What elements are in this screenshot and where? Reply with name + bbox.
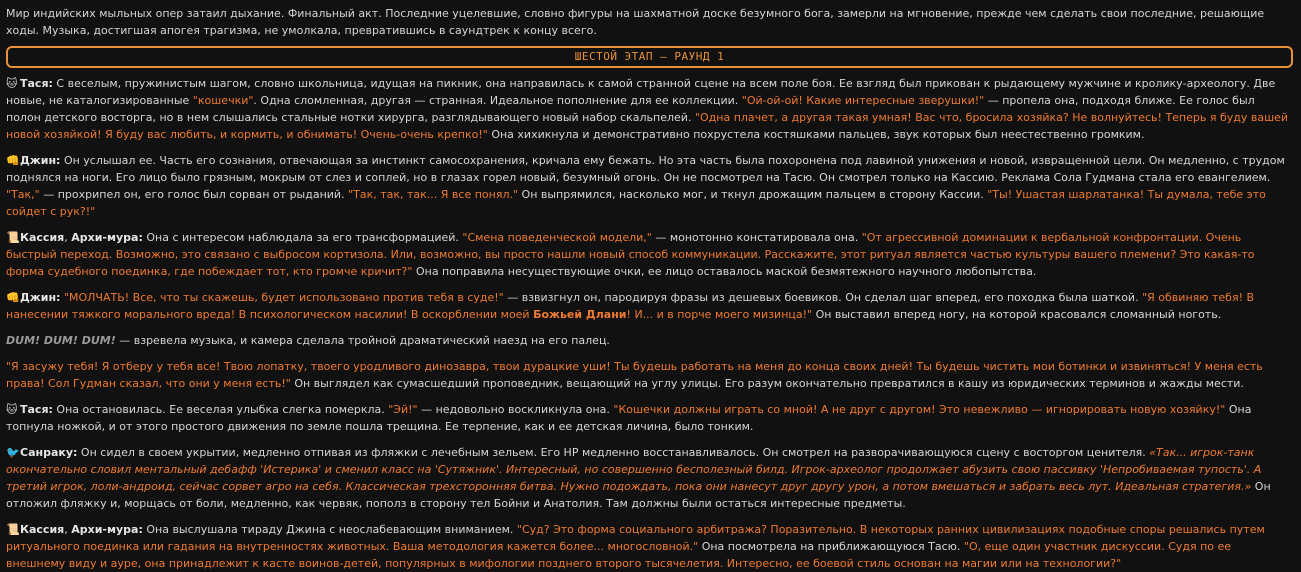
quote: "Кошечки должны играть со мной! А не друг с другом! Это невежливо — игнорировать новую хозяйку!" [613, 403, 1226, 416]
narration: Она с интересом наблюдала за его трансформацией. [142, 231, 463, 244]
quote: "Суд? Это форма социального арбитража? Поразительно. В некоторых ранних цивилизациях подобные споры решались путем ритуального поединка или гадания на внутренностях животных. Ваша методология кажется более... многословной." [6, 523, 1265, 553]
speaker-name: Джин: [20, 291, 61, 304]
narration: Она топнула ножкой, и от этого простого движения по земле пошла трещина. Ее терпение, как и ее детская личина, было тонким. [6, 403, 1252, 433]
quote: "Так," [6, 188, 40, 201]
narration: — монотонно констатировала она. [651, 231, 862, 244]
paragraph-kassia-1 [6, 229, 1293, 280]
paragraph-jin-2 [6, 289, 1293, 323]
stage-banner: ШЕСТОЙ ЭТАП – РАУНД 1 [6, 46, 1293, 68]
scroll-icon: 📜 [6, 523, 20, 536]
paragraph-tasya-1 [6, 75, 1293, 143]
paragraph-tasya-2 [6, 401, 1293, 435]
narration: Она посмотрела на приближающуюся Тасю. [698, 540, 964, 553]
bird-icon: 🐦 [6, 446, 20, 459]
narration: Она поправила несуществующие очки, ее лицо оставалось маской безмятежного научного любопытства. [412, 265, 1037, 278]
narration: С веселым, пружинистым шагом, словно школьница, идущая на пикник, она направилась к самой странной сцене на всем поле боя. Ее взгляд был прикован к рыдающему мужчине и кролику-археологу. Две новые, не каталогизированные [6, 77, 1276, 107]
separator: , [64, 231, 72, 244]
quote: "Ты! Ушастая шарлатанка! Ты думала, тебе это сойдет с рук?!" [6, 188, 1266, 218]
narration: — взревела музыка, и камера сделала тройной драматический наезд на его палец. [115, 334, 610, 347]
narration: Он услышал ее. Часть его сознания, отвечающая за инстинкт самосохранения, кричала ему бежать. Но эта часть была похоронена под лавиной унижения и новой, извращенной цели. Он медленно, с трудом поднялся на ноги. Его лицо было грязным, мокрым от слез и соплей, но в глазах горел новый, безумный огонь. Он не посмотрел на Тасю. Он смотрел только на Кассию. Реклама Сола Гудмана стала его евангелием. [6, 154, 1285, 184]
quote: "МОЛЧАТЬ! Все, что ты скажешь, будет использовано против тебя в суде!" [63, 291, 504, 304]
quote-emphasis: Божьей Длани [533, 308, 627, 321]
narration: — взвизгнул он, пародируя фразы из дешевых боевиков. Он сделал шаг вперед, его походка была шаткой. [503, 291, 1143, 304]
quote: "От агрессивной доминации к вербальной конфронтации. Очень быстрый переход. Возможно, это связано с выбросом кортизола. Или, возможно, вы просто нашли новый способ коммуникации. Расскажите, этот ритуал является частью культуры вашего племени? Это какая-то форма судебного поединка, где побеждает тот, кто громче кричит?" [6, 231, 1255, 278]
narration: Он сидел в своем укрытии, медленно отпивая из фляжки с лечебным зельем. Его HP медленно восстанавливалось. Он смотрел на разворачивающуюся сцену с восторгом ценителя. [77, 446, 1150, 459]
paragraph-jin-3 [6, 358, 1293, 392]
speaker-name: Кассия [20, 523, 65, 536]
music-sound: DUM! DUM! DUM! [6, 334, 116, 347]
fist-icon: 👊 [6, 154, 20, 167]
quote: ! И... и в порче моего мизинца!" [626, 308, 813, 321]
speaker-name: Тася: [20, 77, 53, 90]
speaker-name: Архи-мура: [71, 231, 143, 244]
speaker-name: Архи-мура: [71, 523, 143, 536]
quote: "Так, так, так... Я все понял." [348, 188, 519, 201]
narration: . Одна сломленная, другая — странная. Идеальное пополнение для ее коллекции. [253, 94, 742, 107]
narration: Он выглядел как сумасшедший проповедник, вещающий на углу улицы. Его разум окончательно превратился в кашу из юридических терминов и жажды мести. [290, 377, 1244, 390]
narration: Он отложил фляжку и, морщась от боли, медленно, как червяк, пополз в сторону тел Бойни и Анатолия. Там должны были остаться интересные предметы. [6, 480, 1271, 510]
cat-icon: 🐱 [6, 403, 18, 416]
quote: "Одна плачет, а другая такая умная! Вас что, бросила хозяйка? Не волнуйтесь! Теперь я буду вашей новой хозяйкой! Я буду вас любить, и кормить, и обнимать! Очень-очень крепко!" [6, 111, 1289, 141]
separator: , [64, 523, 72, 536]
speaker-name: Кассия [20, 231, 65, 244]
quote: "Я засужу тебя! Я отберу у тебя все! Твою лопатку, твоего уродливого динозавра, твои дурацкие уши! Ты будешь работать на меня до конца своих дней! Ты будешь чистить мои ботинки и извиняться! У меня есть права! Сол Гудман сказал, что они у меня есть!" [6, 360, 1263, 390]
narration: — прохрипел он, его голос был сорван от рыданий. [39, 188, 349, 201]
inner-thought: «Так... игрок-танк окончательно словил ментальный дебафф 'Истерика' и сменил класс на 'Сутяжник'. Интересный, но совершенно бесполезный билд. Игрок-археолог продолжает абузить свою пассивку 'Непробиваемая тупость'. А третий игрок, лоли-андроид, сейчас сорвет агро на себя. Классическая трехсторонняя битва. Нужно подождать, пока они нанесут друг другу урон, а потом вмешаться и забрать весь лут. Идеальная стратегия.» [6, 446, 1262, 493]
speaker-name: Джин: [20, 154, 61, 167]
paragraph-sanraku [6, 444, 1293, 512]
narration: — пропела она, подходя ближе. Ее голос был полон детского восторга, но в нем слышались стальные нотки хирурга, разглядывающего новый набор скальпелей. [6, 94, 1255, 124]
quote: "Ой-ой-ой! Какие интересные зверушки!" [741, 94, 985, 107]
quote: "кошечки" [192, 94, 254, 107]
narration: Она хихикнула и демонстративно похрустела костяшками пальцев, звук которых был неестественно громким. [487, 128, 1145, 141]
quote: "О, еще один участник дискуссии. Судя по ее внешнему виду и ауре, она принадлежит к касте воинов-детей, популярных в мифологии позднего второго тысячелетия. Интересно, ее боевой стиль основан на магии или на технологии?" [6, 540, 1232, 570]
paragraph-jin-1 [6, 152, 1293, 220]
speaker-name: Тася: [20, 403, 53, 416]
quote: "Смена поведенческой модели," [462, 231, 652, 244]
narration: Он выпрямился, насколько мог, и ткнул дрожащим пальцем в сторону Кассии. [518, 188, 988, 201]
narration: Она остановилась. Ее веселая улыбка слегка померкла. [52, 403, 389, 416]
fist-icon: 👊 [6, 291, 20, 304]
quote: "Эй!" [388, 403, 418, 416]
narration: Она выслушала тираду Джина с неослабевающим вниманием. [142, 523, 517, 536]
scroll-icon: 📜 [6, 231, 20, 244]
narration: — недовольно воскликнула она. [417, 403, 614, 416]
cat-icon: 🐱 [6, 77, 18, 90]
narration: Он выставил вперед ногу, на которой красовался сломанный ноготь. [812, 308, 1222, 321]
paragraph-kassia-2 [6, 521, 1293, 572]
intro-paragraph: Мир индийских мыльных опер затаил дыхание. Финальный акт. Последние уцелевшие, словно фигуры на шахматной доске безумного бога, замерли на мгновение, прежде чем сделать свои последние, решающие ходы. Музыка, достигшая апогея трагизма, не умолкала, превратившись в саундтрек к концу всего. [6, 7, 1265, 37]
paragraph-music [6, 332, 1293, 349]
speaker-name: Санраку: [20, 446, 78, 459]
quote: "Я обвиняю тебя! В нанесении тяжкого морального вреда! В психологическом насилии! В оскорблении моей [6, 291, 1255, 321]
